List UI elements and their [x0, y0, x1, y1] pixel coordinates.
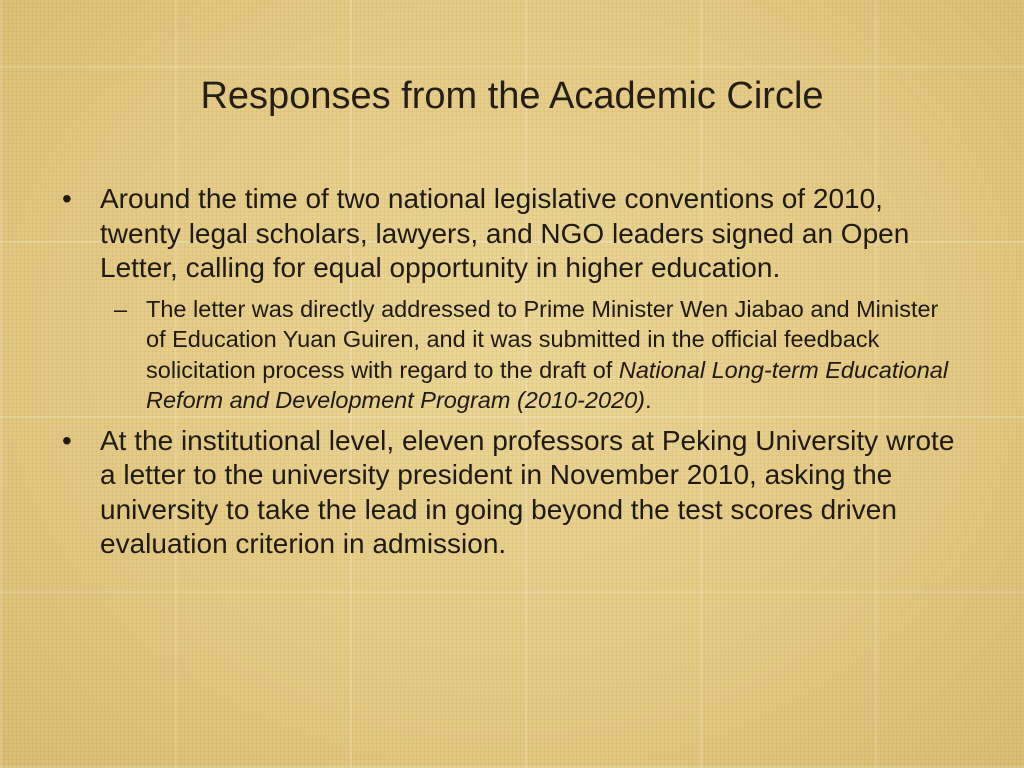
- bullet-item: [60, 182, 960, 286]
- program-title-text: National Long-term Educational Reform and Development Program (2010-2020): [146, 356, 949, 413]
- slide-title: Responses from the Academic Circle: [200, 75, 824, 117]
- bullet-text: At the institutional level, eleven professors at Peking University wrote a letter to the university president in November 2010, asking the university to take the lead in going beyond the test scores driven evaluation criterion in admission.: [100, 424, 955, 559]
- sub-bullet-item: [114, 294, 960, 416]
- dash-icon: –: [114, 295, 128, 322]
- slide-content: [60, 182, 960, 568]
- bullet-text: Around the time of two national legislative conventions of 2010, twenty legal scholars, lawyers, and NGO leaders signed an Open Letter, calling for equal opportunity in higher education.: [100, 183, 910, 283]
- bullet-icon: •: [62, 183, 72, 214]
- sub-bullet-period: .: [644, 387, 652, 413]
- sub-bullet-text: The letter was directly addressed to Prime Minister Wen Jiabao and Minister of Education Yuan Guiren, and it was submitted in the official feedback solicitation process with regard to the draft of: [146, 295, 939, 383]
- bullet-item: [60, 424, 960, 562]
- bullet-icon: •: [62, 424, 72, 456]
